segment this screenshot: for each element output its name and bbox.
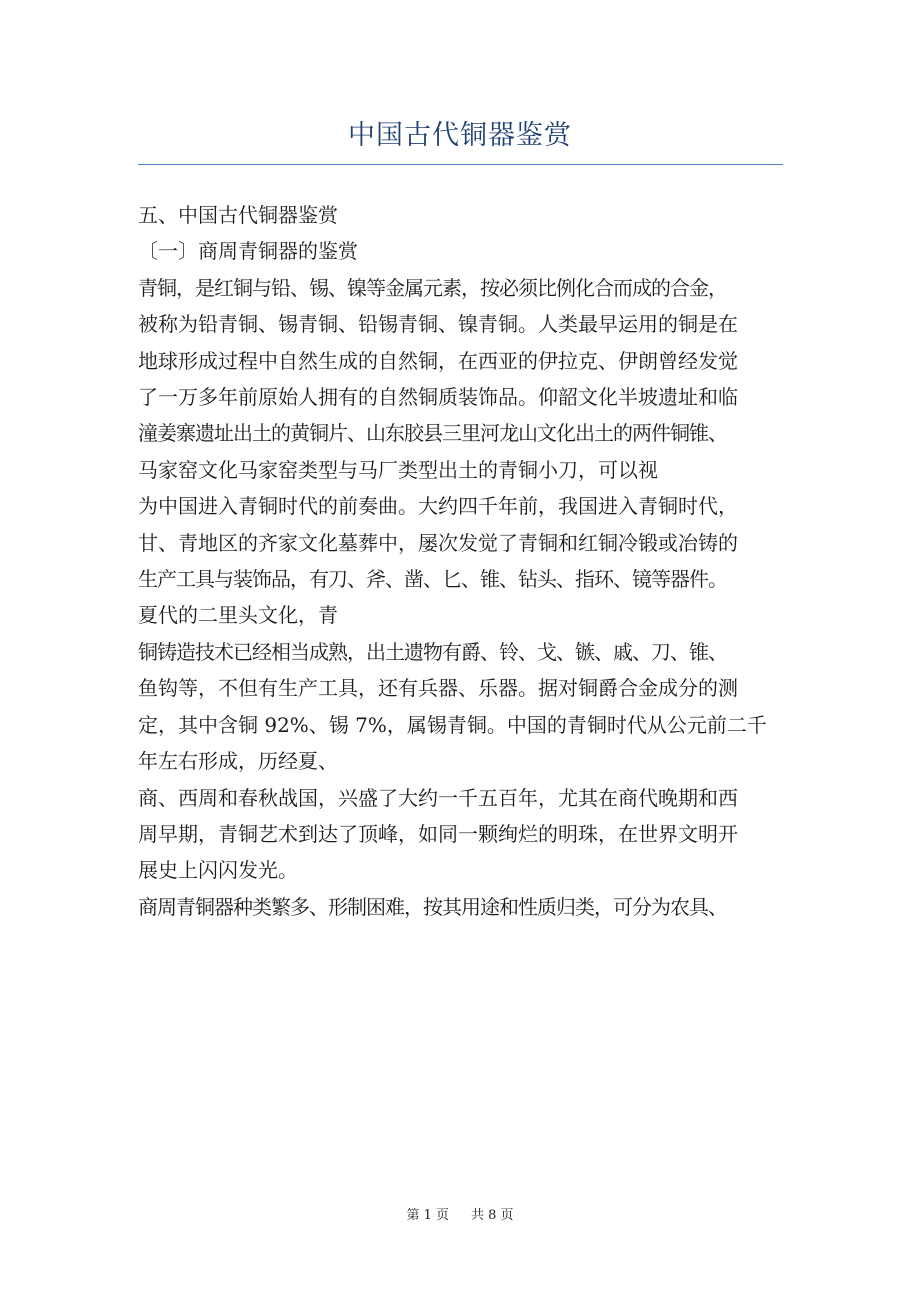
page-number: 第 1 页 xyxy=(406,1208,449,1223)
document-body xyxy=(138,197,790,925)
section-heading: 五、中国古代铜器鉴赏 xyxy=(138,203,338,227)
body-line: 商周青铜器种类繁多、形制困难，按其用途和性质归类，可分为农具、 xyxy=(138,894,727,919)
title-rule xyxy=(138,164,783,165)
page-total: 共 8 页 xyxy=(471,1208,514,1223)
body-line: 鱼钩等，不但有生产工具，还有兵器、乐器。据对铜爵合金成分的测 xyxy=(138,676,738,701)
body-line: 了一万多年前原始人拥有的自然铜质装饰品。仰韶文化半坡遗址和临 xyxy=(138,385,738,410)
body-line: 甘、青地区的齐家文化墓葬中，屡次发觉了青铜和红铜冷锻或冶铸的 xyxy=(138,530,738,555)
body-line: 地球形成过程中自然生成的自然铜，在西亚的伊拉克、伊朗曾经发觉 xyxy=(138,348,738,373)
subsection-heading: 〔一〕商周青铜器的鉴赏 xyxy=(138,239,358,264)
page-title: 中国古代铜器鉴赏 xyxy=(348,120,572,151)
body-line: 周早期，青铜艺术到达了顶峰，如同一颗绚烂的明珠，在世界文明开 xyxy=(138,821,738,846)
body-line: 为中国进入青铜时代的前奏曲。大约四千年前，我国进入青铜时代， xyxy=(138,494,738,519)
body-line: 夏代的二里头文化，青 xyxy=(138,603,338,628)
body-line: 商、西周和春秋战国，兴盛了大约一千五百年，尤其在商代晚期和西 xyxy=(138,785,738,810)
body-line: 展史上闪闪发光。 xyxy=(138,858,298,883)
body-line: 马家窑文化马家窑类型与马厂类型出土的青铜小刀，可以视 xyxy=(138,457,658,482)
body-line: 年左右形成，历经夏、 xyxy=(138,749,338,774)
body-line: 定，其中含铜 92%、锡 7%，属锡青铜。中国的青铜时代从公元前二千 xyxy=(138,712,767,737)
body-line: 被称为铅青铜、锡青铜、铅锡青铜、镍青铜。人类最早运用的铜是在 xyxy=(138,312,738,337)
body-line: 铜铸造技术已经相当成熟，出土遗物有爵、铃、戈、镞、戚、刀、锥、 xyxy=(138,639,727,664)
body-line: 潼姜寨遗址出土的黄铜片、山东胶县三里河龙山文化出土的两件铜锥、 xyxy=(138,421,727,446)
body-line: 青铜，是红铜与铅、锡、镍等金属元素，按必须比例化合而成的合金， xyxy=(138,275,727,300)
page-footer xyxy=(0,1204,920,1223)
body-line: 生产工具与装饰品，有刀、斧、凿、匕、锥、钻头、指环、镜等器件。 xyxy=(138,567,727,592)
